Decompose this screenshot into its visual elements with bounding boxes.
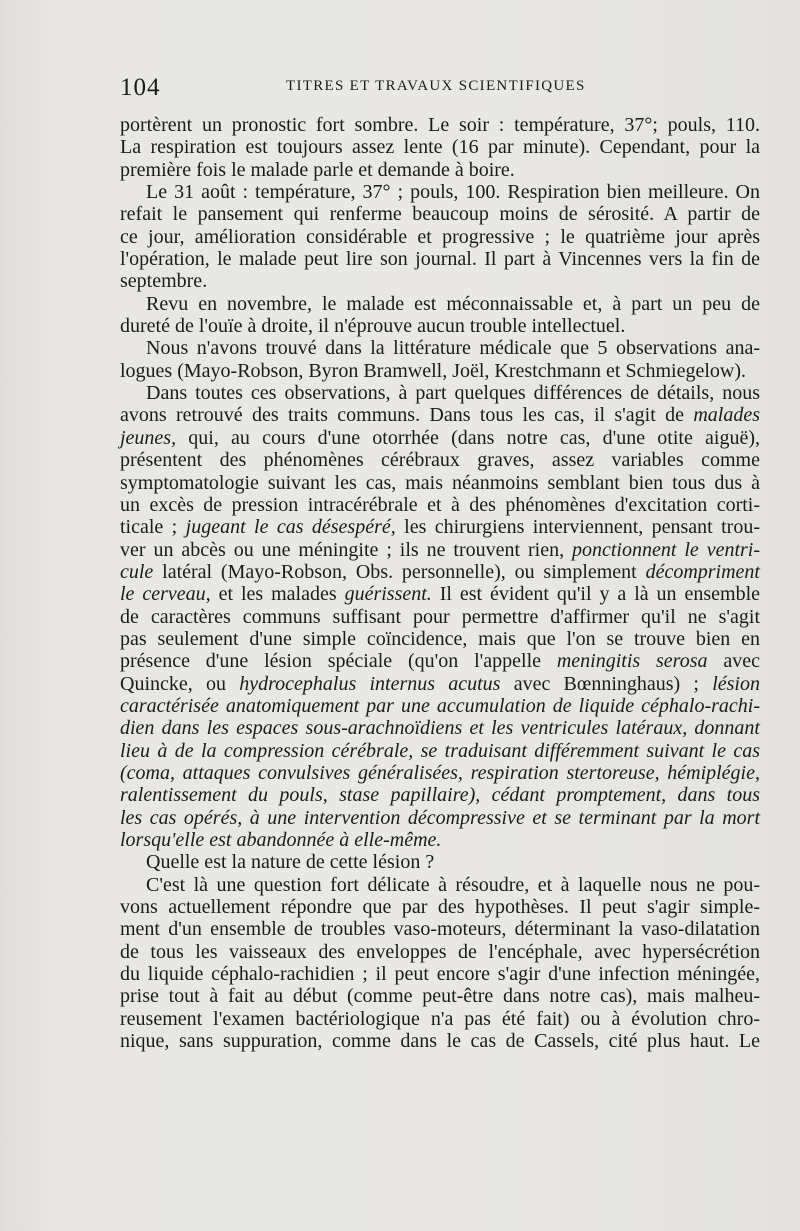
text-run: avons retrouvé des traits communs. Dans tous les cas, il s'agit de (120, 404, 684, 427)
text-line (120, 673, 760, 695)
text-line: un excès de pression intracérébrale et à des phénomènes d'excitation corti- (120, 493, 760, 516)
page-header (120, 70, 760, 106)
text-line: dureté de l'ouïe à droite, il n'éprouve aucun trouble intellectuel. (120, 315, 626, 338)
text-line: nique, sans suppuration, comme dans le cas de Cassels, cité plus haut. Le (120, 1030, 760, 1053)
text-line: symptomatologie suivant les cas, mais néanmoins semblant bien tous dus à (120, 471, 760, 494)
text-run: avec (723, 650, 760, 673)
emphasis: jeunes, (120, 426, 177, 449)
text-line: Nous n'avons trouvé dans la littérature médicale que 5 observations ana- (146, 337, 760, 360)
text-line: ce jour, amélioration considérable et progressive ; le quatrième jour après (120, 225, 760, 248)
text-line: prise tout à fait au début (comme peut-être dans notre cas), mais malheu- (120, 985, 760, 1008)
text-line: de tous les vaisseaux des enveloppes de l'encéphale, avec hypersécrétion (120, 940, 760, 963)
text-line: refait le pansement qui renferme beaucoup moins de sérosité. A partir de (120, 203, 760, 226)
text-line (120, 427, 760, 449)
text-line (120, 561, 760, 583)
text-line: lieu à de la compression cérébrale, se traduisant différemment suivant le cas (120, 739, 760, 762)
page-number: 104 (120, 74, 161, 101)
text-run: latéral (Mayo-Robson, Obs. personnelle), ou simplement (162, 560, 637, 583)
emphasis: cule (120, 560, 154, 583)
text-line: (coma, attaques convulsives généralisées, respiration stertoreuse, hémiplégie, (120, 761, 760, 784)
text-run: avec Bœnninghaus) ; (513, 672, 699, 695)
text-line: ment d'un ensemble de troubles vaso-moteurs, déterminant la vaso-dilatation (120, 918, 760, 941)
text-line: vons actuellement répondre que par des hypothèses. Il peut s'agir simple- (120, 896, 760, 919)
text-run: ticale ; (120, 516, 178, 539)
text-line: Quelle est la nature de cette lésion ? (146, 851, 435, 874)
running-title: TITRES ET TRAVAUX SCIENTIFIQUES (286, 78, 586, 94)
text-line (120, 516, 760, 538)
text-line: l'opération, le malade peut lire son journal. Il part à Vincennes vers la fin de (120, 248, 760, 271)
text-line: les cas opérés, à une intervention décompressive et se terminant par la mort (120, 806, 760, 829)
text-line: C'est là une question fort délicate à résoudre, et à laquelle nous ne pou- (146, 873, 760, 896)
body-text (120, 114, 760, 1052)
text-line: dien dans les espaces sous-arachnoïdiens et les ventricules latéraux, donnant (120, 717, 760, 740)
text-run: qui, au cours d'une otorrhée (dans notre cas, d'une otite aiguë), (188, 426, 761, 449)
text-line: caractérisée anatomiquement par une accumulation de liquide céphalo-rachi- (120, 694, 760, 717)
text-line: La respiration est toujours assez lente (16 par minute). Cependant, pour la (120, 136, 760, 159)
text-line: du liquide céphalo-rachidien ; il peut encore s'agir d'une infection méningée, (120, 963, 760, 986)
emphasis: lésion (712, 672, 760, 695)
emphasis: meningitis serosa (556, 650, 708, 673)
text-line: lorsqu'elle est abandonnée à elle-même. (120, 829, 442, 851)
text-line: Le 31 août : température, 37° ; pouls, 100. Respiration bien meilleure. On (146, 181, 760, 204)
text-line: portèrent un pronostic fort sombre. Le soir : température, 37°; pouls, 110. (120, 114, 760, 136)
text-run: ver un abcès ou une méningite ; ils ne trouvent rien, (120, 538, 565, 561)
emphasis: hydrocephalus internus acutus (239, 672, 501, 695)
emphasis: jugeant le cas désespéré, (185, 516, 396, 539)
text-line: Revu en novembre, le malade est méconnaissable et, à part un peu de (146, 292, 760, 315)
text-run: Quincke, ou (120, 672, 226, 695)
emphasis: ponctionnent le ventri- (572, 538, 761, 561)
text-line: de caractères communs suffisant pour permettre d'affirmer qu'il ne s'agit (120, 605, 760, 628)
text-run: et les malades (218, 583, 337, 606)
text-line (120, 650, 760, 672)
text-line: logues (Mayo-Robson, Byron Bramwell, Joël, Krestchmann et Schmiegelow). (120, 359, 746, 382)
text-line (120, 583, 760, 605)
text-line: Dans toutes ces observations, à part quelques différences de détails, nous (146, 382, 760, 405)
text-line: reusement l'examen bactériologique n'a pas été fait) ou à évolution chro- (120, 1007, 760, 1030)
emphasis: guérissent. (344, 583, 432, 606)
text-line: pas seulement d'une simple coïncidence, mais que l'on se trouve bien en (120, 627, 760, 650)
text-line: septembre. (120, 270, 208, 293)
text-line (120, 539, 760, 561)
text-run: présence d'une lésion spéciale (qu'on l'appelle (120, 650, 541, 673)
text-line (120, 404, 760, 426)
text-line: ralentissement du pouls, stase papillaire), cédant promptement, dans tous (120, 784, 760, 807)
text-line: première fois le malade parle et demande à boire. (120, 158, 515, 181)
text-line: présentent des phénomènes cérébraux graves, assez variables comme (120, 449, 760, 472)
text-run: Il est évident qu'il y a là un ensemble (439, 583, 761, 606)
emphasis: le cerveau, (120, 583, 211, 606)
emphasis: malades (693, 404, 761, 427)
emphasis: décompriment (645, 560, 760, 583)
text-run: les chirurgiens interviennent, pensant trou- (404, 516, 760, 539)
